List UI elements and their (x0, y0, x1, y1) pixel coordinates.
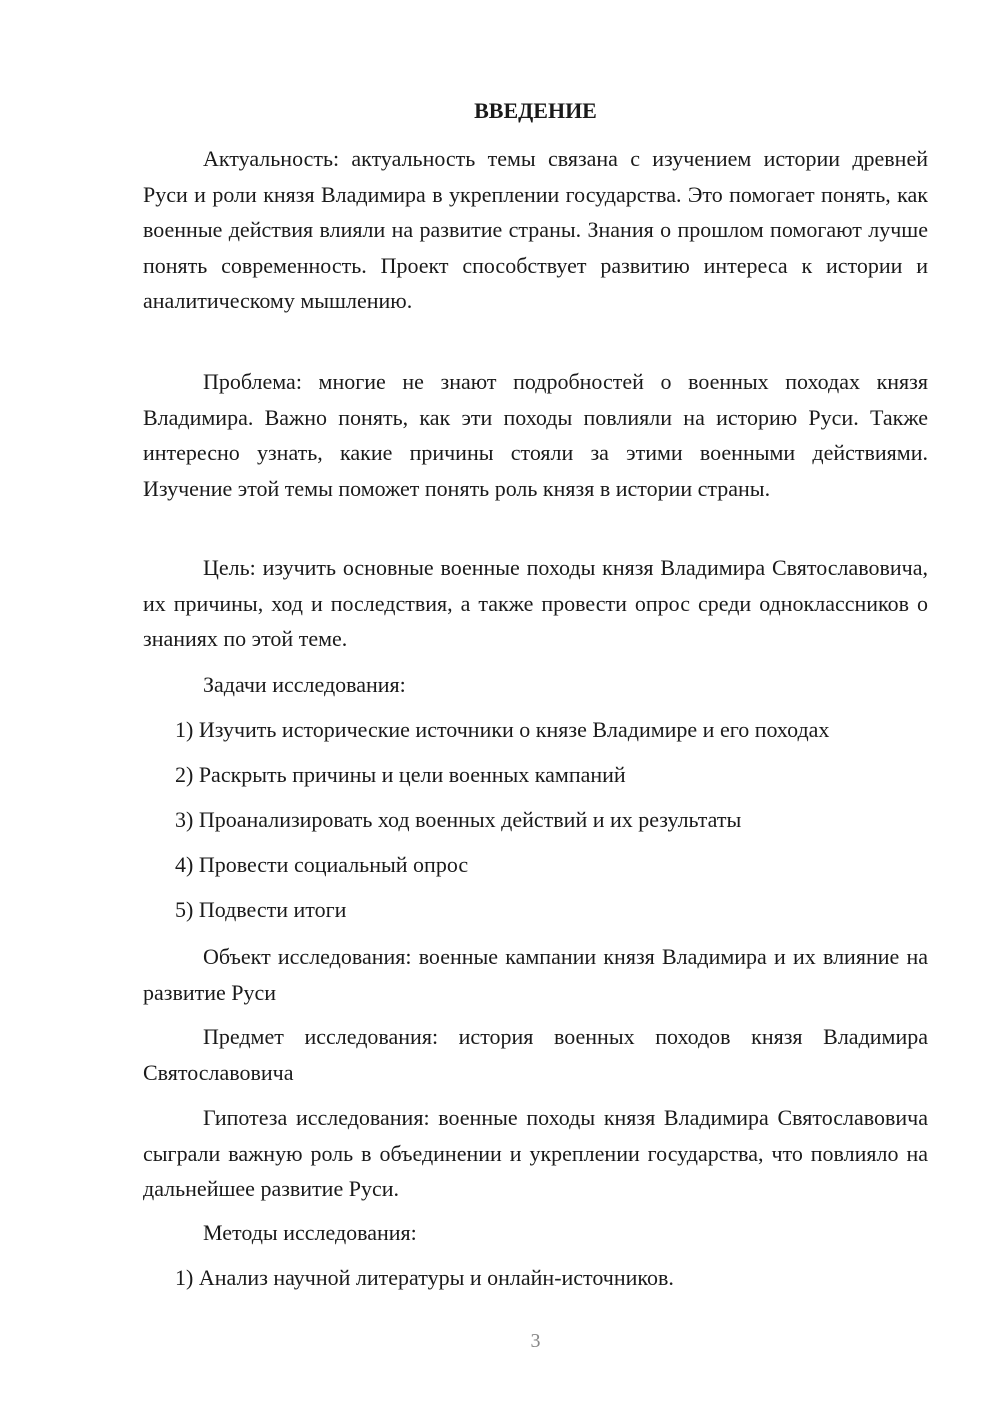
list-item: 5) Подвести итоги (175, 897, 347, 922)
object-paragraph: Объект исследования: военные кампании князя Владимира и их влияние на развитие Руси (143, 944, 928, 1005)
list-item: 1) Анализ научной литературы и онлайн-источников. (175, 1265, 674, 1290)
subject-paragraph: Предмет исследования: история военных походов князя Владимира Святославовича (143, 1024, 928, 1085)
problem-paragraph: Проблема: многие не знают подробностей о военных походах князя Владимира. Важно понять, как эти походы повлияли на историю Руси. Также интересно узнать, какие причины стояли за этими военными действиями. Изучение этой темы поможет понять роль князя в истории страны. (143, 369, 928, 501)
list-item: 4) Провести социальный опрос (175, 852, 469, 877)
goal-paragraph: Цель: изучить основные военные походы князя Владимира Святославовича, их причины, ход и последствия, а также провести опрос среди одноклассников о знаниях по этой теме. (143, 555, 928, 651)
hypothesis-paragraph: Гипотеза исследования: военные походы князя Владимира Святославовича сыграли важную роль в объединении и укреплении государства, что повлияло на дальнейшее развитие Руси. (143, 1105, 928, 1201)
relevance-paragraph: Актуальность: актуальность темы связана с изучением истории древней Руси и роли князя Владимира в укреплении государства. Это помогает понять, как военные действия влияли на развитие страны. Знания о прошлом помогают лучше понять современность. Проект способствует развитию интереса к истории и аналитическому мышлению. (143, 146, 928, 313)
page-number: 3 (530, 1330, 541, 1352)
document-page (143, 0, 928, 1414)
methods-heading: Методы исследования: (203, 1220, 417, 1245)
list-item: 2) Раскрыть причины и цели военных кампаний (175, 762, 626, 787)
page-title: ВВЕДЕНИЕ (474, 98, 597, 123)
list-item: 3) Проанализировать ход военных действий и их результаты (175, 807, 742, 832)
list-item: 1) Изучить исторические источники о князе Владимире и его походах (175, 717, 830, 742)
tasks-heading: Задачи исследования: (203, 672, 406, 697)
